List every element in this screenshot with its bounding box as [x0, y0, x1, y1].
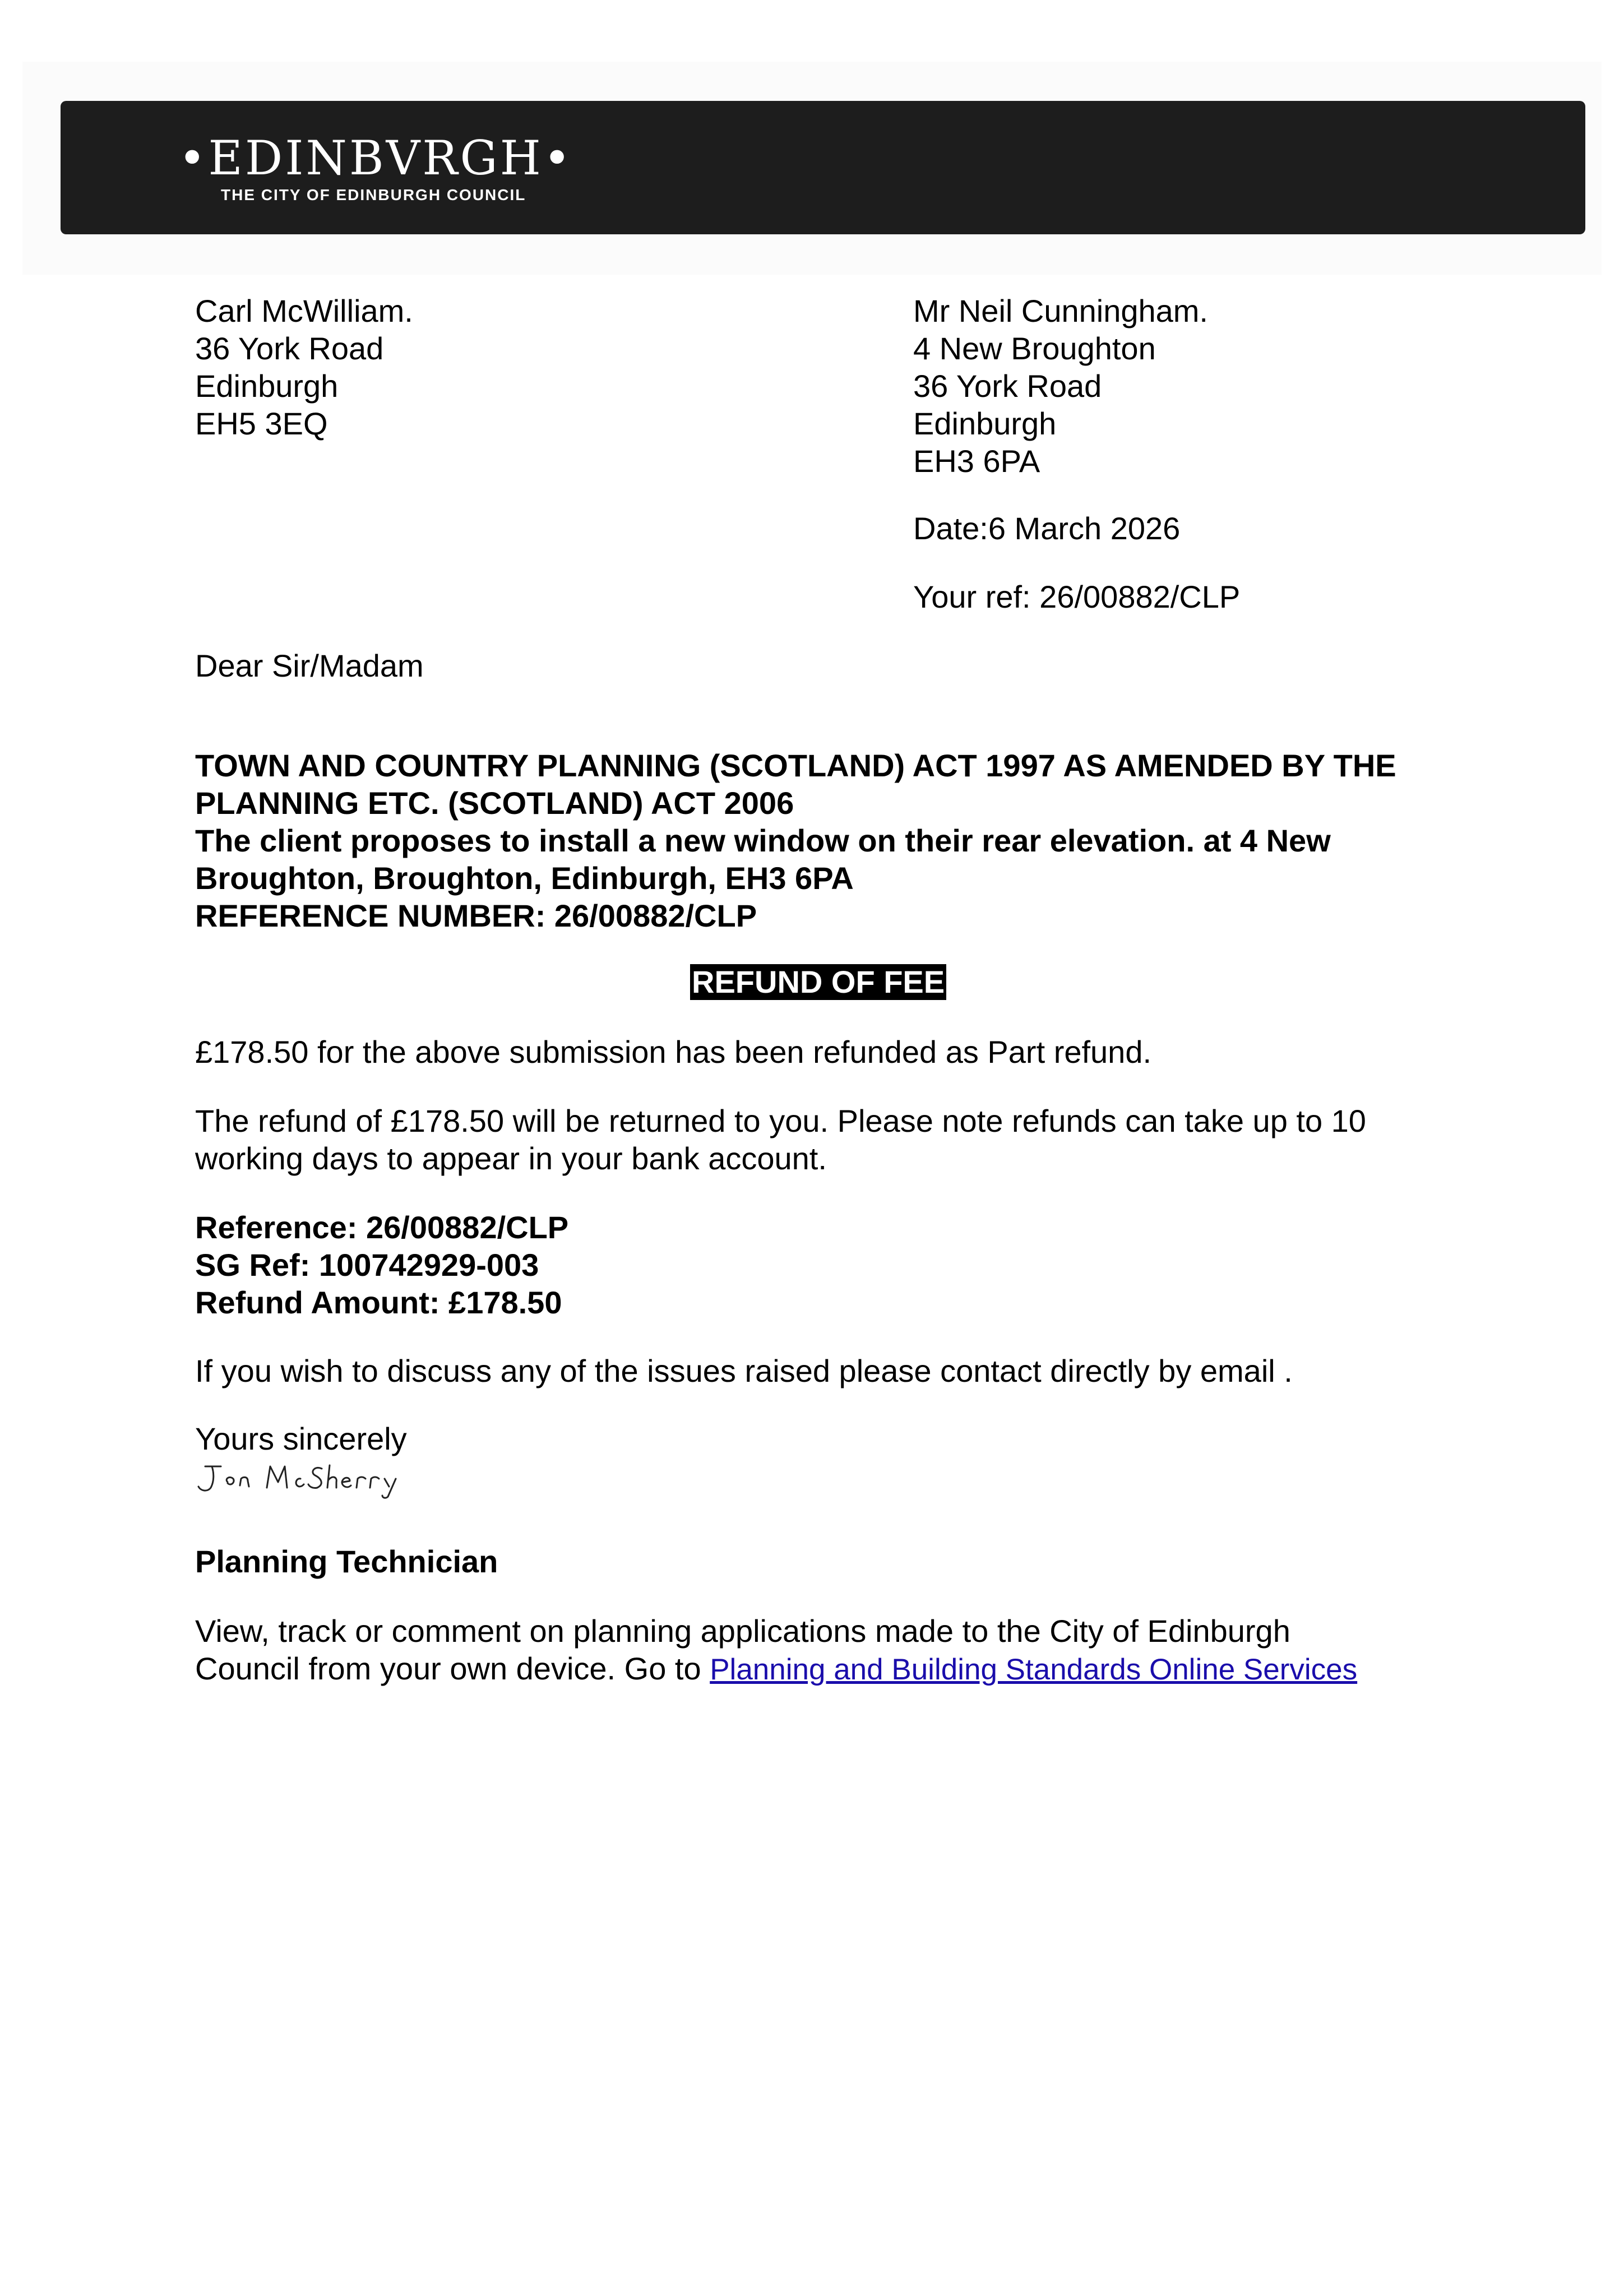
refund-note — [195, 1102, 1366, 1177]
subject-line: TOWN AND COUNTRY PLANNING (SCOTLAND) ACT 1997 AS AMENDED BY THE — [195, 748, 1396, 783]
signatory-role: Planning Technician — [195, 1544, 498, 1579]
refund-statement: £178.50 for the above submission has been refunded as Part refund. — [195, 1034, 1152, 1070]
subject-line: The client proposes to install a new window on their rear elevation. at 4 New — [195, 823, 1331, 858]
your-reference: Your ref: 26/00882/CLP — [913, 579, 1241, 614]
recipient-city: Edinburgh — [913, 406, 1057, 441]
sender-postcode: EH5 3EQ — [195, 406, 328, 441]
reference-block — [195, 1209, 568, 1321]
salutation: Dear Sir/Madam — [195, 648, 424, 683]
sender-name: Carl McWilliam. — [195, 293, 413, 328]
recipient-line-1: 4 New Broughton — [913, 331, 1156, 366]
refund-amount: Refund Amount: £178.50 — [195, 1285, 562, 1320]
refund-note-line: The refund of £178.50 will be returned to you. Please note refunds can take up to 10 — [195, 1103, 1366, 1138]
sender-city: Edinburgh — [195, 368, 339, 404]
online-services-link[interactable]: Planning and Building Standards Online Services — [710, 1653, 1358, 1686]
subject-line: Broughton, Broughton, Edinburgh, EH3 6PA — [195, 860, 854, 896]
footer-paragraph — [195, 1612, 1357, 1688]
footer-line — [195, 1650, 1357, 1688]
subject-heading — [195, 747, 1396, 934]
refund-note-line: working days to appear in your bank account. — [195, 1141, 827, 1176]
subject-line: REFERENCE NUMBER: 26/00882/CLP — [195, 898, 757, 933]
contact-paragraph: If you wish to discuss any of the issues raised please contact directly by email . — [195, 1353, 1293, 1388]
logo-subtitle: THE CITY OF EDINBURGH COUNCIL — [221, 186, 526, 203]
council-logo — [178, 132, 571, 216]
footer-line: View, track or comment on planning applications made to the City of Edinburgh — [195, 1613, 1290, 1649]
logo-wordmark: •EDINBVRGH• — [178, 131, 573, 186]
handwritten-signature — [195, 1456, 442, 1501]
signature-image — [195, 1456, 442, 1501]
reference-number: Reference: 26/00882/CLP — [195, 1210, 569, 1245]
subject-line: PLANNING ETC. (SCOTLAND) ACT 2006 — [195, 785, 794, 821]
letter-date: Date:6 March 2026 — [913, 511, 1181, 546]
recipient-name: Mr Neil Cunningham. — [913, 293, 1208, 328]
sg-reference: SG Ref: 100742929-003 — [195, 1247, 539, 1283]
refund-heading — [690, 964, 954, 1000]
closing-phrase: Yours sincerely — [195, 1421, 407, 1456]
refund-badge: REFUND OF FEE — [690, 964, 946, 1000]
sender-address — [195, 292, 413, 442]
footer-text: Council from your own device. Go to — [195, 1651, 710, 1686]
recipient-address — [913, 292, 1208, 480]
recipient-postcode: EH3 6PA — [913, 443, 1040, 479]
sender-street: 36 York Road — [195, 331, 384, 366]
closing — [195, 1420, 407, 1457]
recipient-line-2: 36 York Road — [913, 368, 1102, 404]
